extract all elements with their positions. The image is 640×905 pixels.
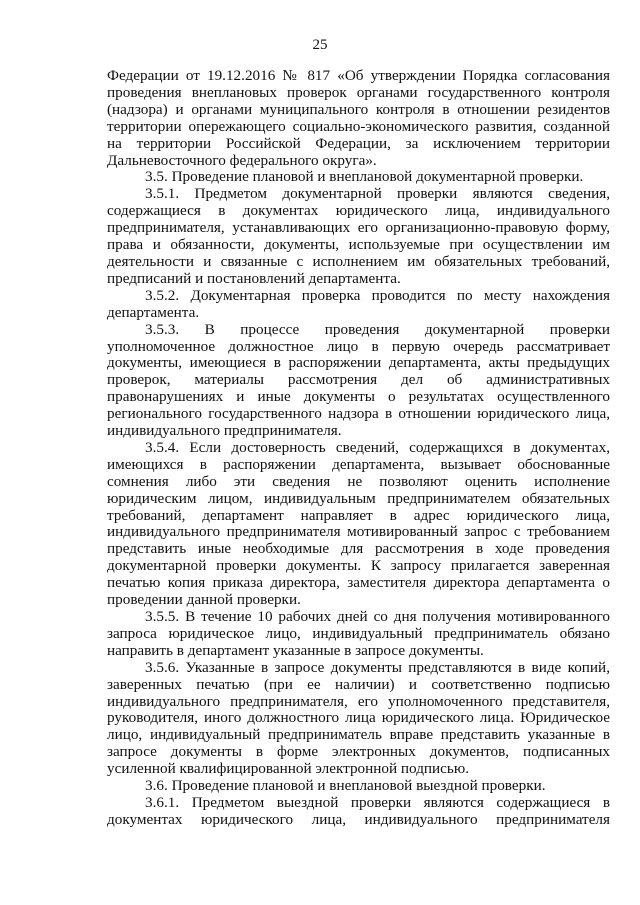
paragraph-1: 3.5. Проведение плановой и внеплановой документарной проверки. (145, 168, 584, 186)
paragraph-7: 3.5.6. Указанные в запросе документы представляются в виде копий, заверенных печатью (при ее наличии) и соответственно подписью индивидуального предпринимателя, его уполномоченного представителя, руководителя, иного должностного лица юридического лица. Юридическое лицо, индивидуальный предприниматель вправе представить указанные в запросе документы в форме электронных документов, подписанных усиленной квалифицированной электронной подписью. (107, 658, 610, 778)
paragraph-continuation: Федерации от 19.12.2016 № 817 «Об утверждении Порядка согласования проведения внеплановых проверок органами государственного контроля (надзора) и органами муниципального контроля в отношении резидентов территории опережающего социально-экономического развития, созданной на территории Российской Федерации, за исключением территории Дальневосточного федерального округа». (107, 67, 610, 169)
page-number: 25 (312, 37, 328, 53)
paragraph-8: 3.6. Проведение плановой и внеплановой выездной проверки. (145, 777, 546, 795)
paragraph-6: 3.5.5. В течение 10 рабочих дней со дня получения мотивированного запроса юридическое лицо, индивидуальный предприниматель обязано направить в департамент указанные в запросе документы. (107, 608, 610, 659)
paragraph-2: 3.5.1. Предметом документарной проверки являются сведения, содержащиеся в документах юридического лица, индивидуального предпринимателя, устанавливающих его организационно-правовую форму, права и обязанности, документы, используемые при осуществлении им деятельности и связанные с исполнением им обязательных требований, предписаний и постановлений департамента. (107, 185, 610, 287)
document-body (107, 68, 610, 829)
paragraph-5: 3.5.4. Если достоверность сведений, содержащихся в документах, имеющихся в распоряжении департамента, вызывает обоснованные сомнения либо эти сведения не позволяют оценить исполнение юридическим лицом, индивидуальным предпринимателем обязательных требований, департамент направляет в адрес юридического лица, индивидуального предпринимателя мотивированный запрос с требованием представить иные необходимые для рассмотрения в ходе проведения документарной проверки документы. К запросу прилагается заверенная печатью копия приказа директора, заместителя директора департамента о проведении данной проверки. (107, 438, 610, 609)
paragraph-4: 3.5.3. В процессе проведения документарной проверки уполномоченное должностное лицо в первую очередь рассматривает документы, имеющиеся в распоряжении департамента, акты предыдущих проверок, материалы рассмотрения дел об административных правонарушениях и иные документы о результатах осуществленного регионального государственного надзора в отношении юридического лица, индивидуального предпринимателя. (107, 320, 610, 440)
paragraph-9: 3.6.1. Предметом выездной проверки являются содержащиеся в документах юридического лица, индивидуального предпринимателя (107, 793, 610, 828)
paragraph-3: 3.5.2. Документарная проверка проводится по месту нахождения департамента. (107, 286, 610, 321)
